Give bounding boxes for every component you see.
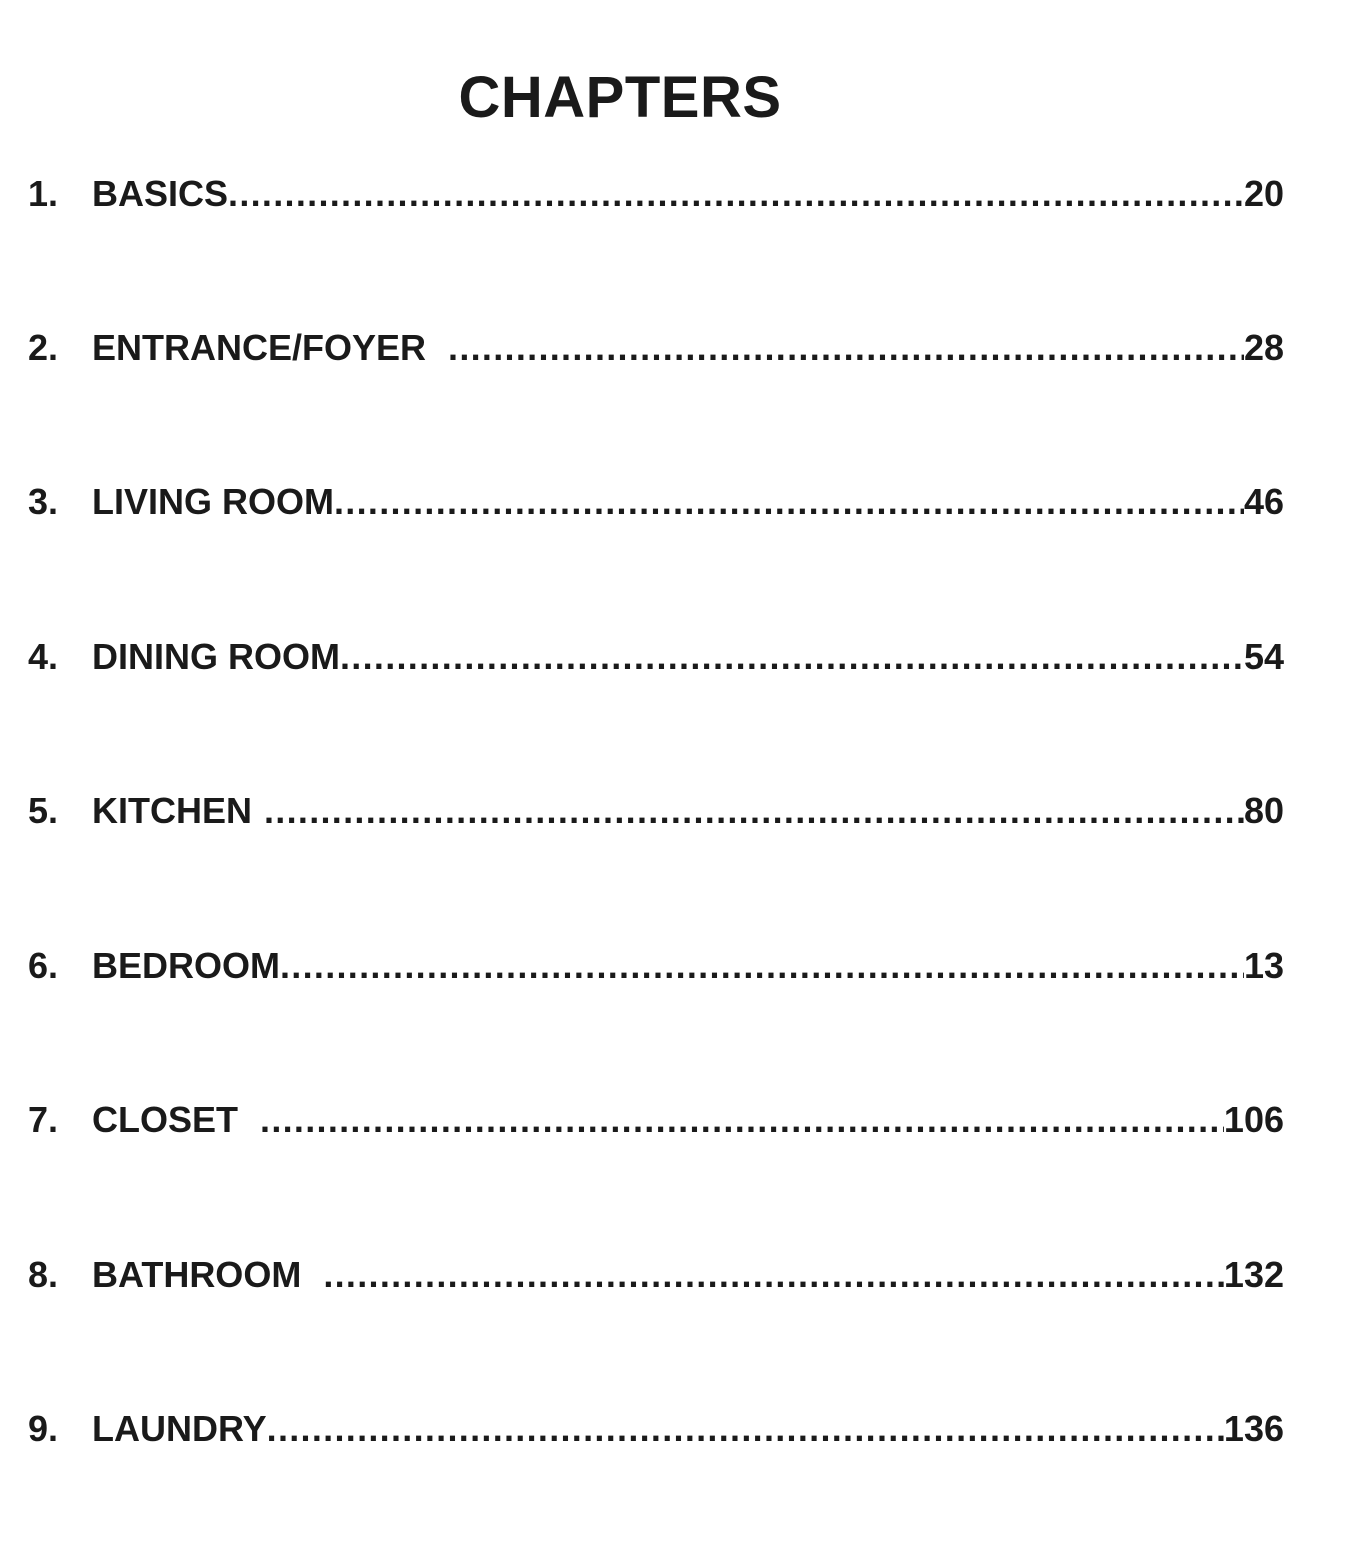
- dot-leader: [280, 943, 1244, 989]
- chapter-number: 5.: [28, 790, 59, 831]
- chapter-title: DINING ROOM: [92, 636, 340, 677]
- toc-entry[interactable]: [28, 325, 1284, 371]
- chapter-number: 6.: [28, 945, 59, 986]
- chapter-title: BEDROOM: [92, 945, 280, 986]
- chapter-page-number: 28: [1243, 327, 1284, 368]
- chapter-title: BASICS: [92, 173, 229, 214]
- chapter-number: 9.: [28, 1408, 59, 1449]
- chapter-page-number: 132: [1223, 1254, 1284, 1295]
- chapter-number: 4.: [28, 636, 59, 677]
- chapter-title: LAUNDRY: [92, 1408, 267, 1449]
- toc-entry[interactable]: [28, 479, 1284, 525]
- chapter-number: 7.: [28, 1099, 59, 1140]
- chapter-number: 3.: [28, 481, 59, 522]
- chapter-page-number: 54: [1243, 636, 1284, 677]
- toc-entry[interactable]: [28, 1097, 1284, 1143]
- toc-entry[interactable]: [28, 943, 1284, 989]
- chapter-page-number: 13: [1243, 945, 1284, 986]
- chapter-page-number: 20: [1243, 173, 1284, 214]
- chapter-number: 1.: [28, 173, 59, 214]
- dot-leader: [323, 1252, 1224, 1298]
- dot-leader: [340, 634, 1244, 680]
- chapter-number: 8.: [28, 1254, 59, 1295]
- chapter-title: ENTRANCE/FOYER: [92, 327, 427, 368]
- dot-leader: [267, 1406, 1224, 1452]
- dot-leader: [228, 171, 1244, 217]
- toc-entry[interactable]: [28, 171, 1284, 217]
- dot-leader: [260, 1097, 1224, 1143]
- chapter-title: LIVING ROOM: [92, 481, 334, 522]
- chapter-title: BATHROOM: [92, 1254, 302, 1295]
- chapter-page-number: 136: [1223, 1408, 1284, 1449]
- toc-entry[interactable]: [28, 1406, 1284, 1452]
- chapter-number: 2.: [28, 327, 59, 368]
- dot-leader: [448, 325, 1244, 371]
- chapter-title: CLOSET: [92, 1099, 239, 1140]
- toc-entry[interactable]: [28, 788, 1284, 834]
- chapter-title: KITCHEN: [92, 790, 252, 831]
- toc-entry[interactable]: [28, 634, 1284, 680]
- chapter-page-number: 80: [1243, 790, 1284, 831]
- chapter-page-number: 106: [1223, 1099, 1284, 1140]
- dot-leader: [334, 479, 1244, 525]
- chapter-page-number: 46: [1243, 481, 1284, 522]
- dot-leader: [264, 788, 1244, 834]
- toc-entry[interactable]: [28, 1252, 1284, 1298]
- page-title: CHAPTERS: [458, 64, 782, 130]
